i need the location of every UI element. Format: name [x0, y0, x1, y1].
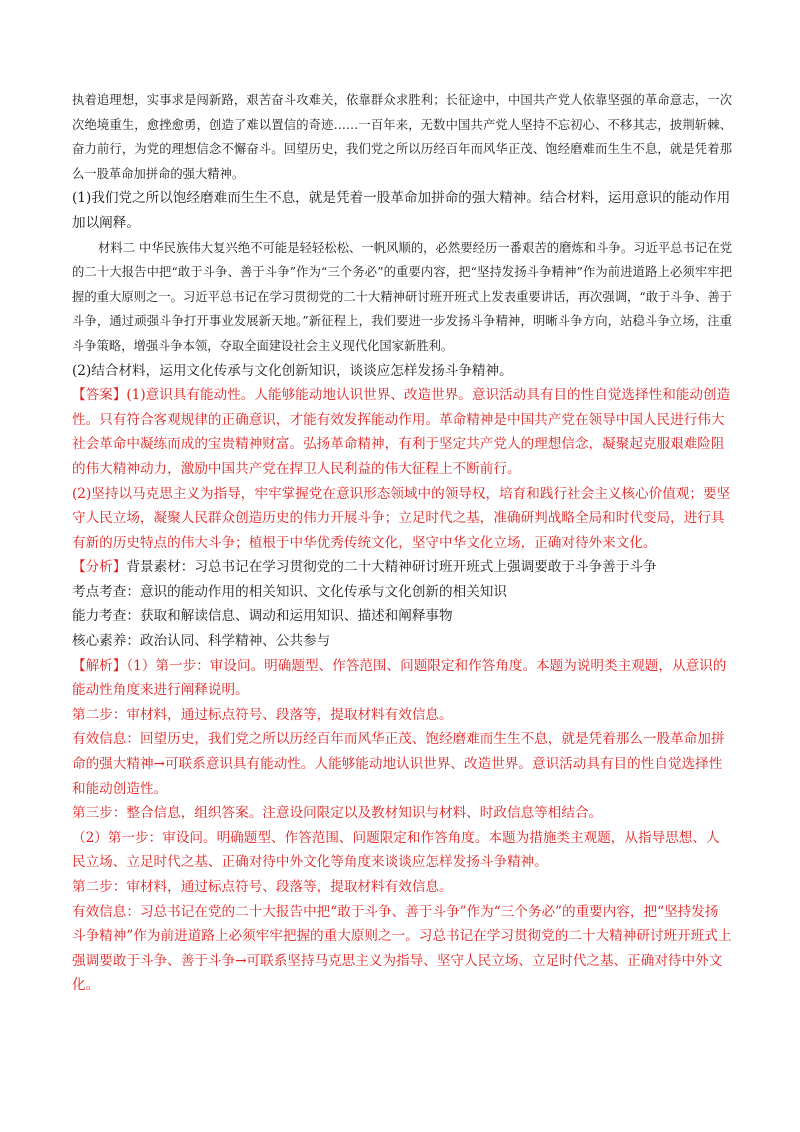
document-page	[72, 88, 732, 998]
explanation-p1-info: 有效信息：回望历史，我们党之所以历经百年而风华正茂、饱经磨难而生生不息，就是凭着那么一股革命加拼命的强大精神→可联系意识具有能动性。人能够能动地认识世界、改造世界。意识活动具有目的性自觉选择性和能动创造性。	[72, 731, 725, 797]
explanation-p2-step1: （2）第一步：审设问。明确题型、作答范围、问题限定和作答角度。本题为措施类主观题，从指导思想、人民立场、立足时代之基、正确对待中外文化等角度来谈谈应怎样发扬斗争精神。	[72, 829, 720, 871]
question-1: (1)我们党之所以饱经磨难而生生不息，就是凭着一股革命加拼命的强大精神。结合材料，运用意识的能动作用加以阐释。	[72, 190, 731, 231]
answer-part1	[72, 383, 732, 481]
explanation-tag: 【解析】	[72, 657, 127, 674]
analysis-exam-points: 考点考查：意识的能动作用的相关知识、文化传承与文化创新的相关知识	[72, 583, 507, 600]
material2: 材料二 中华民族伟大复兴绝不可能是轻轻松松、一帆风顺的，必然要经历一番艰苦的磨炼和斗争。习近平总书记在党的二十大报告中把“敢于斗争、善于斗争”作为“三个务必”的重要内容，把“坚持发扬斗争精神”作为前进道路上必须牢牢把握的重大原则之一。习近平总书记在学习贯彻党的二十大精神研讨班开班式上发表重要讲话，再次强调，“敢于斗争、善于斗争，通过顽强斗争打开事业发展新天地。”新征程上，我们要进一步发扬斗争精神，明晰斗争方向，站稳斗争立场，注重斗争策略，增强斗争本领，夺取全面建设社会主义现代化国家新胜利。	[72, 240, 732, 353]
explanation-p1-step1	[72, 654, 732, 703]
explanation-p1-step3: 第三步：整合信息，组织答案。注意设问限定以及教材知识与材料、时政信息等相结合。	[72, 805, 603, 822]
explanation-p2-info: 有效信息：习总书记在党的二十大报告中把“敢于斗争、善于斗争”作为“三个务必”的重要内容，把“坚持发扬斗争精神”作为前进道路上必须牢牢把握的重大原则之一。习总书记在学习贯彻党的二十大精神研讨班开班式上强调要敢于斗争、善于斗争→可联系坚持马克思主义为指导、坚守人民立场、立足时代之基、正确对待中外文化。	[72, 903, 732, 994]
explanation-p1-step1-text: （1）第一步：审设问。明确题型、作答范围、问题限定和作答角度。本题为说明类主观题，从意识的能动性角度来进行阐释说明。	[72, 657, 727, 699]
analysis-background-text: 背景素材：习总书记在学习贯彻党的二十大精神研讨班开班式上强调要敢于斗争善于斗争	[126, 559, 657, 576]
answer-part1-text: (1)意识具有能动性。人能够能动地认识世界、改造世界。意识活动具有目的性自觉选择性和能动创造性。只有符合客观规律的正确意识，才能有效发挥能动作用。革命精神是中国共产党在领导中国人民进行伟大社会革命中凝练而成的宝贵精神财富。弘扬革命精神，有利于坚定共产党人的理想信念，凝聚起克服艰难险阻的伟大精神动力，激励中国共产党在捍卫人民利益的伟大征程上不断前行。	[72, 387, 731, 477]
explanation-p2-step2: 第二步：审材料，通过标点符号、段落等，提取材料有效信息。	[72, 879, 453, 895]
question-2: (2)结合材料，运用文化传承与文化创新知识，谈谈应怎样发扬斗争精神。	[72, 362, 513, 379]
analysis-tag: 【分析】	[72, 559, 127, 576]
answer-tag: 【答案】	[72, 387, 127, 404]
answer-part2: (2)坚持以马克思主义为指导，牢牢掌握党在意识形态领域中的领导权，培育和践行社会主义核心价值观；要坚守人民立场，凝聚人民群众创造历史的伟力开展斗争；立足时代之基，准确研判战略全局和时代变局，进行具有新的历史特点的伟大斗争；植根于中华优秀传统文化，坚守中华文化立场，正确对待外来文化。	[72, 485, 731, 551]
analysis-literacy: 核心素养：政治认同、科学精神、公共参与	[72, 633, 331, 650]
analysis-ability: 能力考查：获取和解读信息、调动和运用知识、描述和阐释事物	[72, 608, 453, 625]
material1-tail: 执着追理想，实事求是闯新路，艰苦奋斗攻难关，依靠群众求胜利；长征途中，中国共产党人依靠坚强的革命意志，一次次绝境重生，愈挫愈勇，创造了难以置信的奇迹……一百年来，无数中国共产党人坚持不忘初心、不移其志，披荆斩棘、奋力前行，为党的理想信念不懈奋斗。回望历史，我们党之所以历经百年而风华正茂、饱经磨难而生生不息，就是凭着那么一股革命加拼命的强大精神。	[72, 93, 732, 181]
analysis-background	[72, 555, 732, 580]
explanation-p1-step2: 第二步：审材料，通过标点符号、段落等，提取材料有效信息。	[72, 706, 453, 723]
